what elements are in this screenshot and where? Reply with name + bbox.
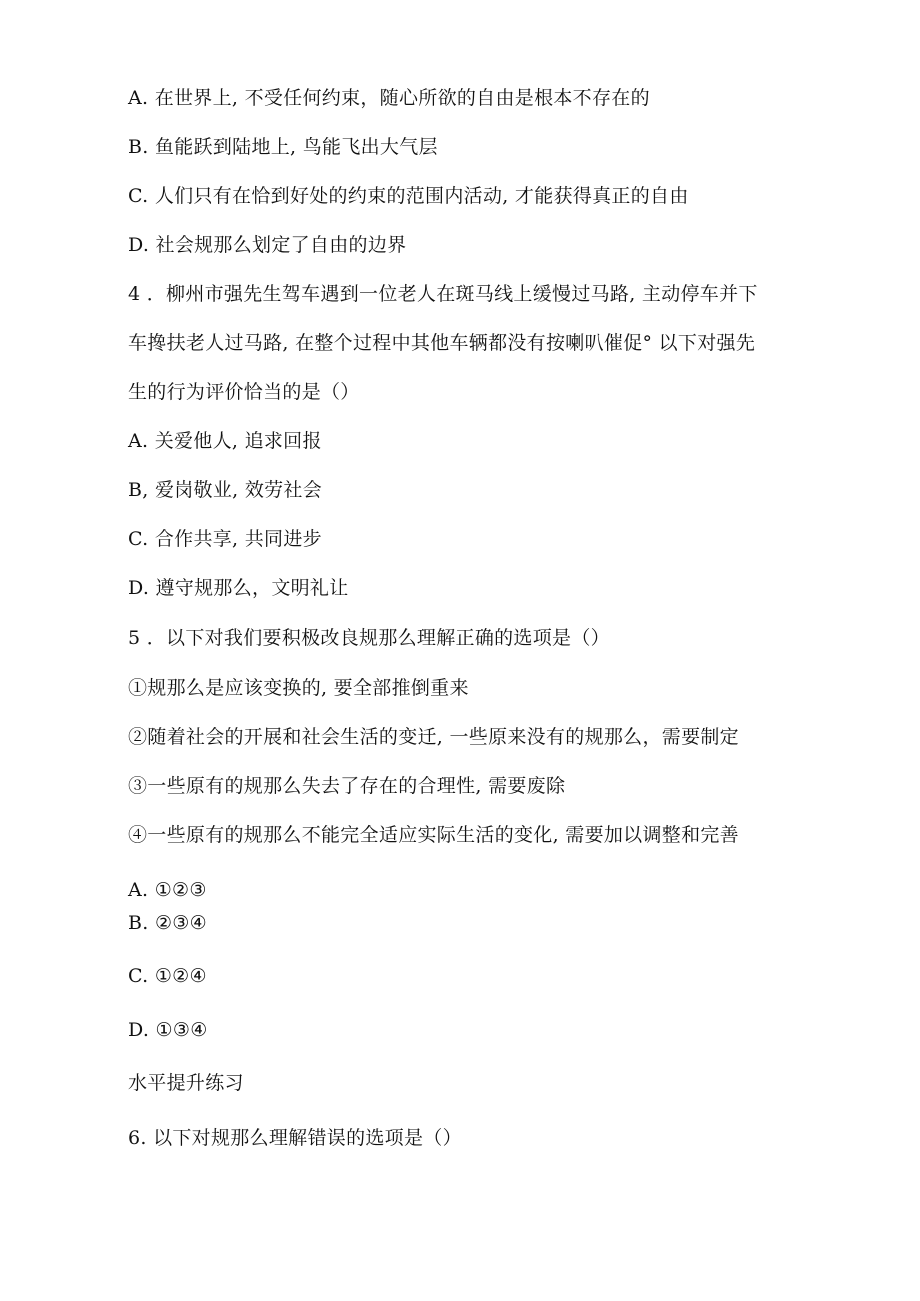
section-heading: 水平提升练习 <box>128 1072 244 1094</box>
q3-option-a: A. 在世界上, 不受任何约束，随心所欲的自由是根本不存在的 <box>128 87 650 109</box>
q5-option-c: C. ①②④ <box>128 965 207 987</box>
q4-stem-line-1: 4 ．柳州市强先生驾车遇到一位老人在斑马线上缓慢过马路, 主动停车并下 <box>128 283 758 305</box>
q3-option-b: B. 鱼能跃到陆地上, 鸟能飞出大气层 <box>128 136 438 158</box>
q4-option-a: A. 关爱他人, 追求回报 <box>128 430 322 452</box>
q5-statement-3: ③一些原有的规那么失去了存在的合理性, 需要废除 <box>128 775 566 797</box>
q5-stem: 5 ．以下对我们要积极改良规那么理解正确的选项是（） <box>128 627 610 649</box>
q6-stem: 6. 以下对规那么理解错误的选项是（） <box>128 1127 462 1149</box>
q4-stem-line-3: 生的行为评价恰当的是（） <box>128 381 360 403</box>
q3-option-c: C. 人们只有在恰到好处的约束的范围内活动, 才能获得真正的自由 <box>128 185 689 207</box>
q5-statement-1: ①规那么是应该变换的, 要全部推倒重来 <box>128 677 469 699</box>
q5-statement-4: ④一些原有的规那么不能完全适应实际生活的变化, 需要加以调整和完善 <box>128 824 739 846</box>
q5-statement-2: ②随着社会的开展和社会生活的变迁, 一些原来没有的规那么，需要制定 <box>128 726 739 748</box>
q5-option-d: D. ①③④ <box>128 1019 208 1041</box>
q4-option-c: C. 合作共享, 共同进步 <box>128 528 322 550</box>
q5-option-a: A. ①②③ <box>128 879 207 901</box>
q4-option-b: B, 爱岗敬业, 效劳社会 <box>128 479 323 501</box>
q4-stem-line-2: 车搀扶老人过马路, 在整个过程中其他车辆都没有按喇叭催促° 以下对强先 <box>128 332 756 354</box>
q5-option-b: B. ②③④ <box>128 912 207 934</box>
q3-option-d: D. 社会规那么划定了自由的边界 <box>128 234 407 256</box>
q4-option-d: D. 遵守规那么，文明礼让 <box>128 577 349 599</box>
